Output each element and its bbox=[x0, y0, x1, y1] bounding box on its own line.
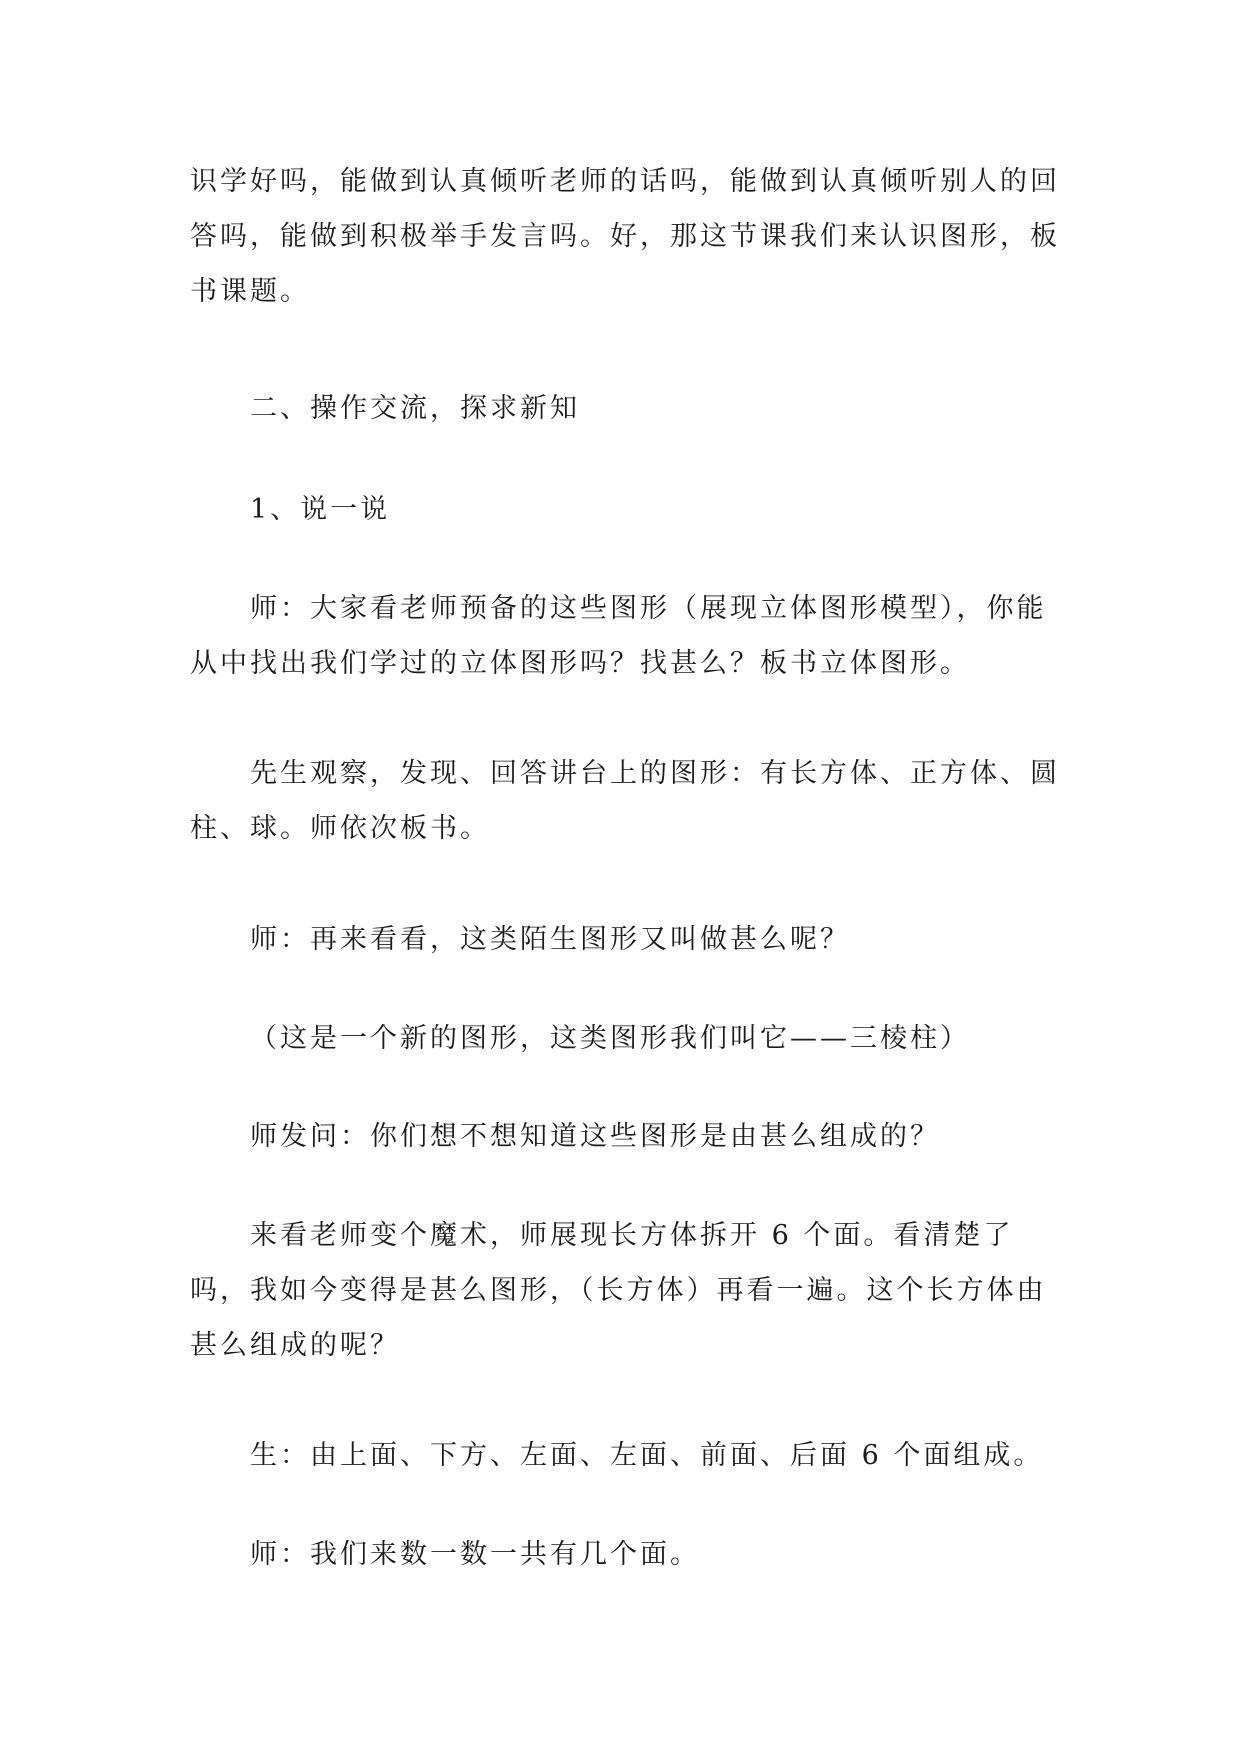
section-heading: 二、操作交流，探求新知 bbox=[250, 393, 580, 424]
paragraph-teacher-ask: 师发问：你们想不想知道这些图形是由甚么组成的？ bbox=[250, 1121, 940, 1152]
paragraph-continuation: 识学好吗，能做到认真倾听老师的话吗，能做到认真倾听别人的回答吗，能做到积极举手发言吗。好，那这节课我们来认识图形，板书课题。 bbox=[190, 166, 1060, 307]
subsection-heading: 1、说一说 bbox=[250, 494, 391, 525]
paragraph-magic-trick: 来看老师变个魔术，师展现长方体拆开 6 个面。看清楚了吗，我如今变得是甚么图形，（长方体）再看一遍。这个长方体由甚么组成的呢？ bbox=[190, 1220, 1047, 1361]
paragraph-student-answer: 生：由上面、下方、左面、左面、前面、后面 6 个面组成。 bbox=[250, 1440, 1044, 1471]
paragraph-teacher-question: 师：再来看看，这类陌生图形又叫做甚么呢？ bbox=[250, 924, 850, 955]
paragraph-student-observe: 先生观察，发现、回答讲台上的图形：有长方体、正方体、圆柱、球。师依次板书。 bbox=[190, 758, 1060, 844]
paragraph-aside: （这是一个新的图形，这类图形我们叫它——三棱柱） bbox=[250, 1023, 970, 1054]
paragraph-teacher-intro: 师：大家看老师预备的这些图形（展现立体图形模型），你能从中找出我们学过的立体图形吗？找甚么？板书立体图形。 bbox=[190, 593, 1047, 679]
paragraph-teacher-count: 师：我们来数一数一共有几个面。 bbox=[250, 1539, 700, 1570]
